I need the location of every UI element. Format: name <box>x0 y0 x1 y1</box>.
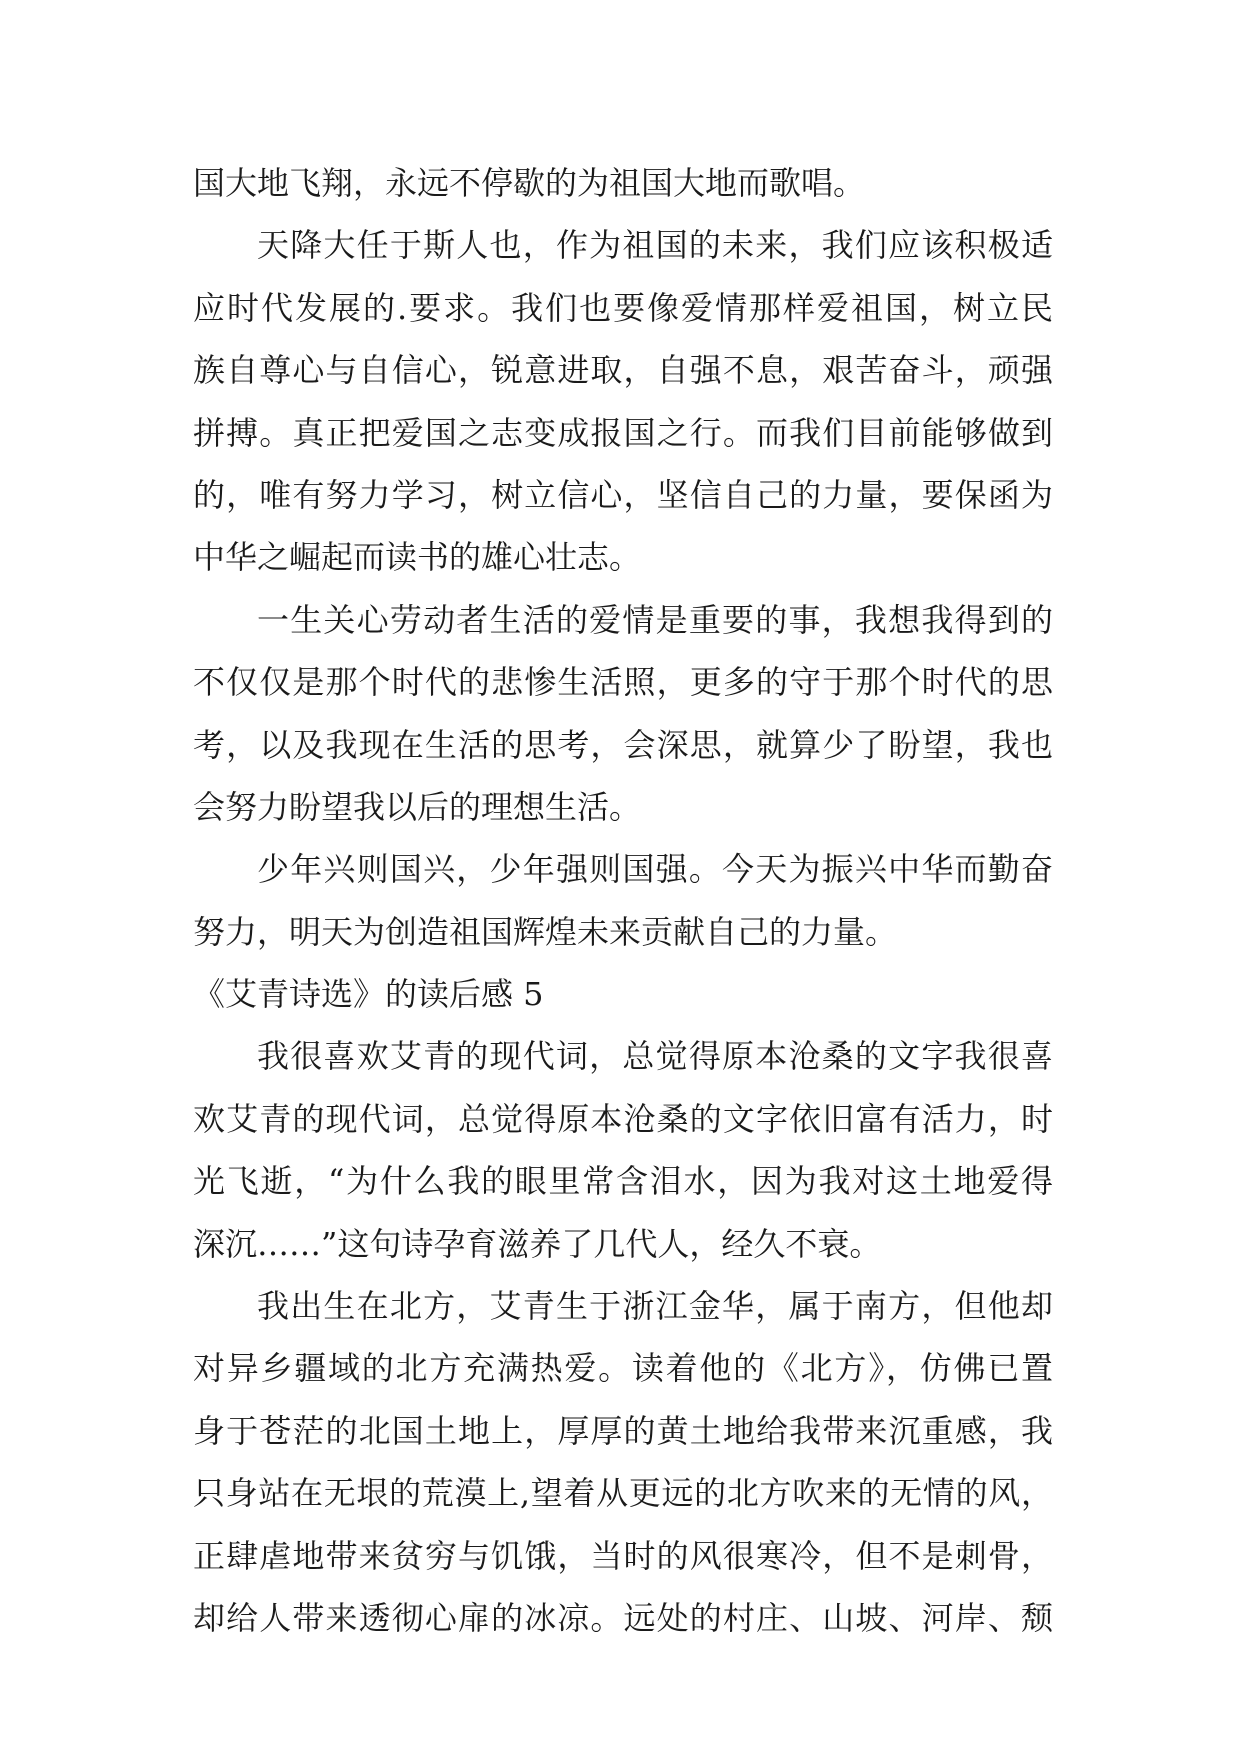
text-line: 身于苍茫的北国土地上，厚厚的黄土地给我带来沉重感，我 <box>193 1411 1053 1450</box>
text-line: 的，唯有努力学习，树立信心，坚信自己的力量，要保函为 <box>193 475 1053 514</box>
text-line: 拼搏。真正把爱国之志变成报国之行。而我们目前能够做到 <box>193 413 1053 452</box>
text-line: 对异乡疆域的北方充满热爱。读着他的《北方》，仿佛已置 <box>193 1349 1053 1388</box>
text-line: 只身站在无垠的荒漠上,望着从更远的北方吹来的无情的风， <box>193 1474 1053 1513</box>
section-heading: 《艾青诗选》的读后感 5 <box>193 975 544 1014</box>
text-line: 却给人带来透彻心扉的冰凉。远处的村庄、山坡、河岸、颓 <box>193 1598 1053 1637</box>
text-line: 族自尊心与自信心，锐意进取，自强不息，艰苦奋斗，顽强 <box>193 351 1053 390</box>
text-line: 我很喜欢艾青的现代词，总觉得原本沧桑的文字我很喜 <box>257 1037 1053 1076</box>
text-line: 我出生在北方，艾青生于浙江金华，属于南方，但他却 <box>257 1287 1053 1326</box>
text-line: 光飞逝，“为什么我的眼里常含泪水，因为我对这土地爱得 <box>193 1162 1053 1201</box>
text-line: 努力，明天为创造祖国辉煌未来贡献自己的力量。 <box>193 912 898 951</box>
text-line: 中华之崛起而读书的雄心壮志。 <box>193 538 642 577</box>
text-line: 应时代发展的.要求。我们也要像爱情那样爱祖国，树立民 <box>193 288 1053 327</box>
text-line: 欢艾青的现代词，总觉得原本沧桑的文字依旧富有活力，时 <box>193 1099 1053 1138</box>
text-line: 不仅仅是那个时代的悲惨生活照，更多的守于那个时代的思 <box>193 663 1053 702</box>
text-line: 会努力盼望我以后的理想生活。 <box>193 787 642 826</box>
text-line: 深沉……”这句诗孕育滋养了几代人，经久不衰。 <box>193 1224 882 1263</box>
text-line: 考，以及我现在生活的思考，会深思，就算少了盼望，我也 <box>193 725 1053 764</box>
text-line: 天降大任于斯人也，作为祖国的未来，我们应该积极适 <box>257 226 1053 265</box>
text-line: 正肆虐地带来贫穷与饥饿，当时的风很寒冷，但不是刺骨， <box>193 1536 1053 1575</box>
text-line: 少年兴则国兴，少年强则国强。今天为振兴中华而勤奋 <box>257 850 1053 889</box>
document-body <box>193 152 1053 1649</box>
text-line: 一生关心劳动者生活的爱情是重要的事，我想我得到的 <box>257 600 1053 639</box>
text-line: 国大地飞翔，永远不停歇的为祖国大地而歌唱。 <box>193 164 866 202</box>
